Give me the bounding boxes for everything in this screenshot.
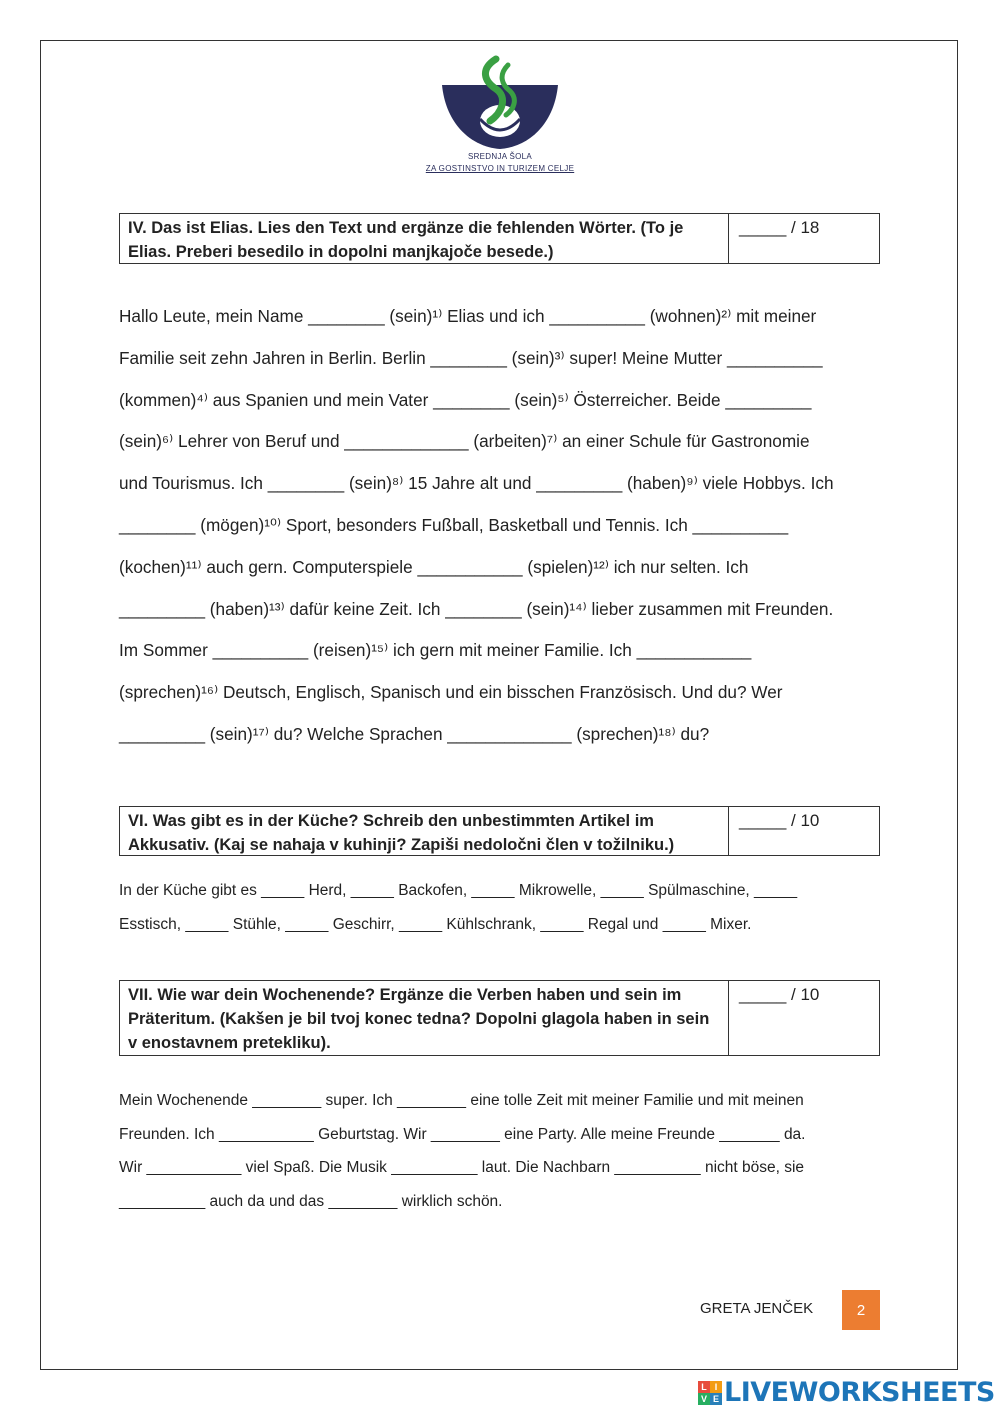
task7-score: _____ / 10 [739,985,820,1004]
liveworksheets-brand[interactable] [698,1377,995,1408]
task4-score: _____ / 18 [739,218,820,237]
task6-instruction: VI. Was gibt es in der Küche? Schreib den unbestimmten Artikel im Akkusativ. (Kaj se nahaja v kuhinji? Zapiši nedoločni člen v tožilniku.) [120,807,729,855]
page-number-badge: 2 [842,1290,880,1330]
task4-text: Hallo Leute, mein Name ________ (sein)¹⁾ Elias und ich __________ (wohnen)²⁾ mit meiner Familie seit zehn Jahren in Berlin. Berlin ________ (sein)³⁾ super! Meine Mutter __________ (kommen)⁴⁾ aus Spanien und mein Vater ________ (sein)⁵⁾ Österreicher. Beide _________ (sein)⁶⁾ Lehrer von Beruf und _____________ (arbeiten)⁷⁾ an einer Schule für Gastronomie und Tourismus. Ich ________ (sein)⁸⁾ 15 Jahre alt und _________ (haben)⁹⁾ viele Hobbys. Ich ________ (mögen)¹⁰⁾ Sport, besonders Fußball, Basketball und Tennis. Ich __________ (kochen)¹¹⁾ auch gern. Computerspiele ___________ (spielen)¹²⁾ ich nur selten. Ich _________ (haben)¹³⁾ dafür keine Zeit. Ich ________ (sein)¹⁴⁾ lieber zusammen mit Freunden. Im Sommer __________ (reisen)¹⁵⁾ ich gern mit meiner Familie. Ich ____________ (sprechen)¹⁶⁾ Deutsch, Englisch, Spanisch und ein bisschen Französisch. Und du? Wer _________ (sein)¹⁷⁾ du? Welche Sprachen _____________ (sprechen)¹⁸⁾ du? [119,306,834,744]
task6-text: In der Küche gibt es _____ Herd, _____ Backofen, _____ Mikrowelle, _____ Spülmaschine, _____ Esstisch, _____ Stühle, _____ Geschirr, _____ Kühlschrank, _____ Regal und _____ Mixer. [119,882,798,933]
task7-instruction: VII. Wie war dein Wochenende? Ergänze die Verben haben und sein im Präteritum. (Kakšen je bil tvoj konec tedna? Dopolni glagola haben in sein v enostavnem pretekliku). [120,981,729,1055]
brand-icon-letter: V [698,1393,710,1405]
brand-icon-letter: L [698,1381,710,1393]
school-name-line2: ZA GOSTINSTVO IN TURIZEM CELJE [425,164,575,173]
liveworksheets-logo-icon [698,1381,722,1405]
brand-icon-letter: I [710,1381,722,1393]
task6-header [119,806,880,856]
task7-header [119,980,880,1056]
school-logo [436,55,564,180]
task6-score: _____ / 10 [739,811,820,830]
task7-text: Mein Wochenende ________ super. Ich ________ eine tolle Zeit mit meiner Familie und mit meinen Freunden. Ich ___________ Geburtstag. Wir ________ eine Party. Alle meine Freunde _______ da. Wir ___________ viel Spaß. Die Musik __________ laut. Die Nachbarn __________ nicht böse, sie __________ auch da und das ________ wirklich schön. [119,1092,806,1211]
footer-author: GRETA JENČEK [700,1300,814,1317]
school-name-line1: SREDNJA ŠOLA [467,152,533,161]
brand-name: LIVEWORKSHEETS [724,1377,995,1408]
task4-header [119,213,880,264]
task4-instruction: IV. Das ist Elias. Lies den Text und ergänze die fehlenden Wörter. (To je Elias. Preberi besedilo in dopolni manjkajoče besede.) [120,214,729,263]
brand-icon-letter: E [710,1393,722,1405]
